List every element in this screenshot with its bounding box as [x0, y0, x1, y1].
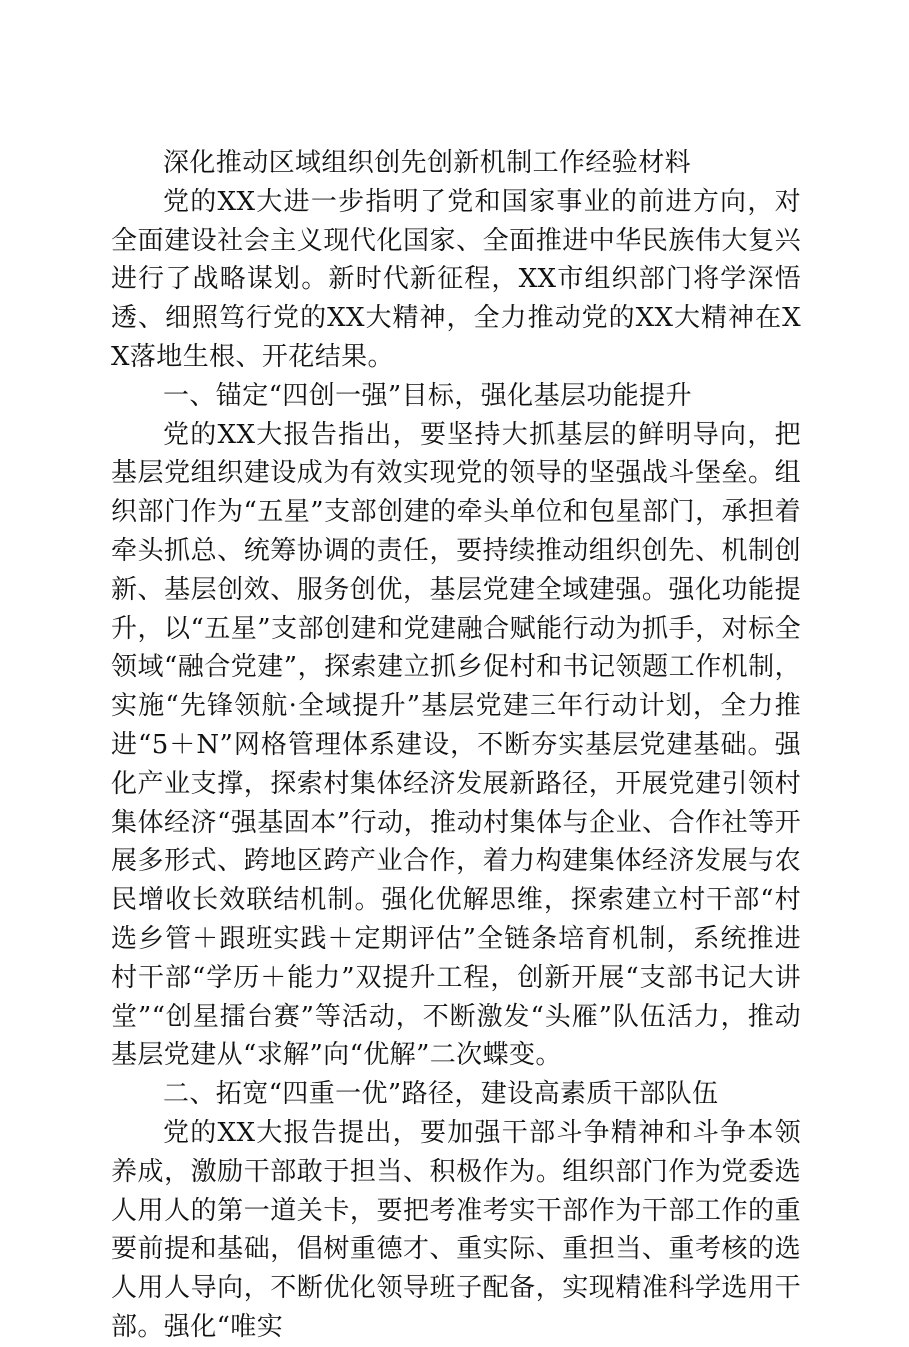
- section-one-paragraph: 党的XX大报告指出，要坚持大抓基层的鲜明导向，把基层党组织建设成为有效实现党的领导的坚强战斗堡垒。组织部门作为“五星”支部创建的牵头单位和包星部门，承担着牵头抓总、统筹协调的责任，要持续推动组织创先、机制创新、基层创效、服务创优，基层党建全域建强。强化功能提升，以“五星”支部创建和党建融合赋能行动为抓手，对标全领域“融合党建”，探索建立抓乡促村和书记领题工作机制，实施“先锋领航·全域提升”基层党建三年行动计划，全力推进“5＋N”网格管理体系建设，不断夯实基层党建基础。强化产业支撑，探索村集体经济发展新路径，开展党建引领村集体经济“强基固本”行动，推动村集体与企业、合作社等开展多形式、跨地区跨产业合作，着力构建集体经济发展与农民增收长效联结机制。强化优解思维，探索建立村干部“村选乡管＋跟班实践＋定期评估”全链条培育机制，系统推进村干部“学历＋能力”双提升工程，创新开展“支部书记大讲堂”“创星擂台赛”等活动，不断激发“头雁”队伍活力，推动基层党建从“求解”向“优解”二次蝶变。: [111, 419, 801, 1071]
- document-body: [111, 144, 801, 1347]
- section-two-paragraph: 党的XX大报告提出，要加强干部斗争精神和斗争本领养成，激励干部敢于担当、积极作为。组织部门作为党委选人用人的第一道关卡，要把考准考实干部作为干部工作的重要前提和基础，倡树重德才、重实际、重担当、重考核的选人用人导向，不断优化领导班子配备，实现精准科学选用干部。强化“唯实: [111, 1117, 801, 1342]
- section-heading-one: 一、锚定“四创一强”目标，强化基层功能提升: [163, 380, 692, 411]
- document-title: 深化推动区域组织创先创新机制工作经验材料: [163, 148, 692, 178]
- section-heading-two: 二、拓宽“四重一优”路径，建设高素质干部队伍: [163, 1079, 719, 1110]
- intro-paragraph: 党的XX大进一步指明了党和国家事业的前进方向，对全面建设社会主义现代化国家、全面推进中华民族伟大复兴进行了战略谋划。新时代新征程，XX市组织部门将学深悟透、细照笃行党的XX大精神，全力推动党的XX大精神在XX落地生根、开花结果。: [111, 186, 801, 372]
